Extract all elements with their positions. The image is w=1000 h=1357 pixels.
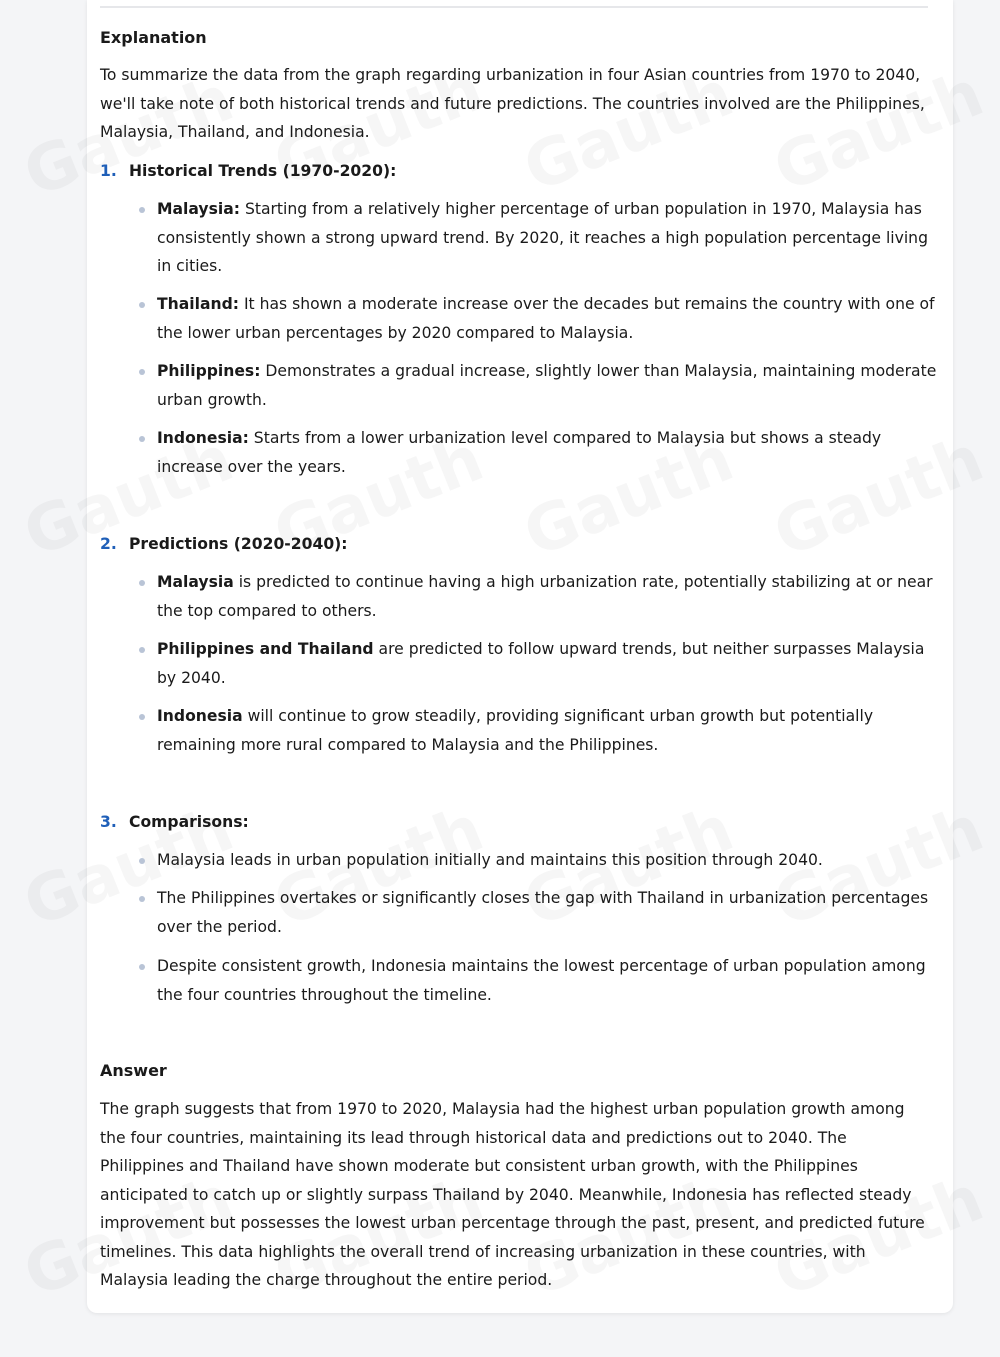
list-item — [157, 635, 947, 692]
step-number: 3. — [100, 813, 117, 831]
bullet-dot — [139, 207, 145, 213]
step-title: Comparisons: — [129, 813, 249, 831]
list-item — [157, 424, 947, 481]
list-item — [157, 357, 947, 414]
explanation-intro: To summarize the data from the graph regarding urbanization in four Asian countries from 1970 to 2040, we'll take note of both historical trends and future predictions. The countries involved are the Philippines, Malaysia, Thailand, and Indonesia. — [100, 66, 925, 141]
bullet-dot — [139, 302, 145, 308]
divider — [100, 6, 928, 8]
list-item-text: Starting from a relatively higher percentage of urban population in 1970, Malaysia has consistently shown a strong upward trend. By 2020, it reaches a high population percentage living in cities. — [157, 200, 928, 275]
list-item-lead: Malaysia: — [157, 200, 240, 218]
list-item-text: Starts from a lower urbanization level compared to Malaysia but shows a steady increase over the years. — [157, 429, 882, 476]
bullet-dot — [139, 580, 145, 586]
bullet-dot — [139, 964, 145, 970]
list-item-lead: Philippines: — [157, 362, 261, 380]
list-item-lead: Malaysia — [157, 573, 234, 591]
list-item-lead: Thailand: — [157, 295, 239, 313]
list-item-text: is predicted to continue having a high urbanization rate, potentially stabilizing at or near the top compared to others. — [157, 573, 933, 620]
list-item-text: will continue to grow steadily, providing significant urban growth but potentially remaining more rural compared to Malaysia and the Philippines. — [157, 707, 874, 754]
answer-heading: Answer — [100, 1061, 167, 1080]
list-item-text: Demonstrates a gradual increase, slightly lower than Malaysia, maintaining moderate urban growth. — [157, 362, 937, 409]
bullet-dot — [139, 647, 145, 653]
list-item-lead: Philippines and Thailand — [157, 640, 374, 658]
bullet-dot — [139, 436, 145, 442]
list-item-text: are predicted to follow upward trends, but neither surpasses Malaysia by 2040. — [157, 640, 925, 687]
step-title: Historical Trends (1970-2020): — [129, 162, 397, 180]
list-item-text: It has shown a moderate increase over the decades but remains the country with one of the lower urban percentages by 2020 compared to Malaysia. — [157, 295, 935, 342]
step-title: Predictions (2020-2040): — [129, 535, 348, 553]
list-item — [157, 195, 947, 281]
bullet-dot — [139, 896, 145, 902]
list-item-lead: Indonesia — [157, 707, 243, 725]
list-item-lead: Indonesia: — [157, 429, 249, 447]
answer-text: The graph suggests that from 1970 to 2020, Malaysia had the highest urban population growth among the four countries, maintaining its lead through historical data and predictions out to 2040. The Philippines and Thailand have shown moderate but consistent urban growth, with the Philippines anticipated to catch up or slightly surpass Thailand by 2040. Meanwhile, Indonesia has reflected steady improvement but possesses the lowest urban percentage through the past, present, and predicted future timelines. This data highlights the overall trend of increasing urbanization in these countries, with Malaysia leading the charge throughout the entire period. — [100, 1100, 925, 1289]
list-item — [157, 702, 947, 759]
bullet-dot — [139, 858, 145, 864]
list-item: Despite consistent growth, Indonesia maintains the lowest percentage of urban population among the four countries throughout the timeline. — [157, 957, 926, 1004]
list-item — [157, 568, 947, 625]
step-number: 1. — [100, 162, 117, 180]
bullet-dot — [139, 714, 145, 720]
bullet-dot — [139, 369, 145, 375]
explanation-heading: Explanation — [100, 28, 207, 47]
list-item: The Philippines overtakes or significantly closes the gap with Thailand in urbanization percentages over the period. — [157, 889, 929, 936]
step-number: 2. — [100, 535, 117, 553]
list-item — [157, 290, 947, 347]
list-item: Malaysia leads in urban population initially and maintains this position through 2040. — [157, 851, 823, 869]
